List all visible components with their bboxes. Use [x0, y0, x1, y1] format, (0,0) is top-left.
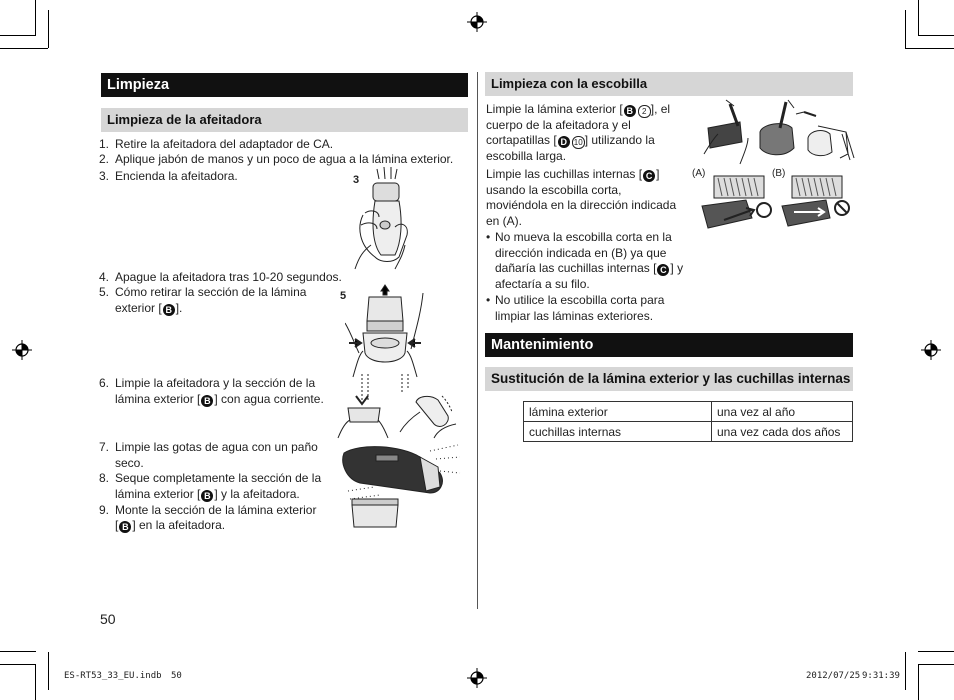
step-text-part: ] y la afeitadora.	[214, 487, 300, 501]
badge-b-icon: B	[201, 490, 213, 502]
step-text-part: ] en la afeitadora.	[132, 518, 226, 532]
crop-mark	[905, 10, 906, 48]
step-text: Apague la afeitadora tras 10-20 segundos.	[115, 270, 342, 284]
bullet-line: No mueva la escobilla corta en la	[495, 230, 672, 244]
section-title-mantenimiento: Mantenimiento	[485, 333, 853, 357]
step-number: 4.	[99, 270, 110, 284]
brush-cleaning-illustration	[700, 98, 855, 168]
column-divider	[477, 72, 478, 609]
step-text: Monte la sección de la lámina exterior	[115, 503, 317, 517]
step-number: 9.	[99, 503, 110, 517]
footer-time: 9:31:39	[862, 671, 900, 681]
step-number: 3.	[99, 169, 110, 183]
crop-mark	[0, 48, 48, 49]
step-number: 8.	[99, 471, 110, 485]
page-number: 50	[100, 611, 116, 627]
subsection-title-sustitucion: Sustitución de la lámina exterior y las cuchillas internas	[485, 367, 853, 391]
text-part: ]	[656, 167, 660, 181]
crop-mark	[35, 664, 36, 700]
footer-file: ES-RT53_33_EU.indb	[64, 671, 162, 681]
rinse-illustration	[334, 372, 459, 440]
badge-b-icon: B	[163, 304, 175, 316]
registration-mark-icon	[467, 12, 487, 32]
bullet-dot: •	[486, 230, 491, 244]
step-text	[115, 518, 225, 534]
bullet-line: No utilice la escobilla corta para	[495, 293, 665, 307]
dry-shaver-illustration	[340, 443, 462, 533]
step-text: Limpie las gotas de agua con un paño	[115, 440, 318, 454]
registration-mark-icon	[467, 668, 487, 688]
badge-b-icon: B	[119, 521, 131, 533]
crop-mark	[905, 652, 906, 690]
table-row	[524, 422, 853, 442]
step-number: 2.	[99, 152, 110, 166]
circled-number-icon: 2	[638, 105, 651, 118]
text-part: cortapatillas [	[486, 133, 557, 147]
step-text-part: lámina exterior [	[115, 487, 201, 501]
step-text-part: ] con agua corriente.	[214, 392, 324, 406]
step-text: Retire la afeitadora del adaptador de CA.	[115, 137, 334, 151]
step-number: 5.	[99, 285, 110, 299]
step-number: 1.	[99, 137, 110, 151]
section-title-limpieza: Limpieza	[101, 73, 468, 97]
brush-paragraph-2-line	[486, 167, 659, 183]
figure-label-b: (B)	[772, 168, 786, 179]
step-text-part: ].	[175, 301, 183, 315]
bullet-line: afectaría a su filo.	[495, 277, 590, 291]
replacement-table	[523, 401, 853, 442]
brush-paragraph-1-line	[486, 102, 670, 118]
step-text: Cómo retirar la sección de la lámina	[115, 285, 307, 299]
registration-mark-icon	[921, 340, 941, 360]
table-cell-frequency: una vez cada dos años	[712, 422, 853, 442]
crop-mark	[0, 35, 36, 36]
badge-c-icon: C	[657, 264, 669, 276]
text-part: Limpie las cuchillas internas [	[486, 167, 643, 181]
step-text: Encienda la afeitadora.	[115, 169, 238, 183]
brush-paragraph-2-line: moviéndola en la dirección indicada	[486, 198, 677, 212]
step-number: 7.	[99, 440, 110, 454]
step-text-part: [	[115, 518, 119, 532]
circled-number-icon: 10	[572, 136, 585, 149]
text-part: dañaría las cuchillas internas [	[495, 261, 657, 275]
figure-number: 3	[353, 174, 360, 186]
step-text: Limpie la afeitadora y la sección de la	[115, 376, 316, 390]
step-number: 6.	[99, 376, 110, 390]
crop-mark	[918, 0, 919, 36]
crop-mark	[35, 0, 36, 36]
table-row	[524, 402, 853, 422]
step-text	[115, 392, 324, 408]
crop-mark	[918, 664, 954, 665]
step-text: Seque completamente la sección de la	[115, 471, 322, 485]
figure-number: 5	[340, 290, 347, 302]
shaver-on-illustration	[335, 165, 415, 270]
footer-page: 50	[171, 671, 182, 681]
footer-date: 2012/07/25	[806, 671, 861, 681]
registration-mark-icon	[12, 340, 32, 360]
badge-b-icon: B	[624, 105, 636, 117]
short-brush-direction-illustration	[700, 170, 860, 232]
crop-mark	[905, 48, 954, 49]
table-cell-frequency: una vez al año	[712, 402, 853, 422]
table-cell-part: lámina exterior	[524, 402, 712, 422]
step-text	[115, 487, 300, 503]
brush-paragraph-1-line	[486, 133, 655, 149]
text-part: ], el	[650, 102, 671, 116]
badge-b-icon: B	[201, 395, 213, 407]
brush-paragraph-1-line: cuerpo de la afeitadora y el	[486, 118, 631, 132]
crop-mark	[918, 651, 954, 652]
step-text	[115, 301, 182, 317]
bullet-line: dirección indicada en (B) ya que	[495, 246, 667, 260]
badge-c-icon: C	[643, 170, 655, 182]
subsection-title-escobilla: Limpieza con la escobilla	[485, 72, 853, 96]
bullet-dot: •	[486, 293, 491, 307]
step-text: seco.	[115, 456, 144, 470]
crop-mark	[918, 664, 919, 700]
brush-paragraph-2-line: usando la escobilla corta,	[486, 183, 622, 197]
table-cell-part: cuchillas internas	[524, 422, 712, 442]
crop-mark	[918, 35, 954, 36]
text-part: ] y	[670, 261, 684, 275]
text-part: Limpie la lámina exterior [	[486, 102, 623, 116]
bullet-line: limpiar las láminas exteriores.	[495, 309, 654, 323]
crop-mark	[0, 651, 36, 652]
remove-foil-illustration	[345, 283, 425, 378]
crop-mark	[48, 10, 49, 48]
figure-label-a: (A)	[692, 168, 706, 179]
brush-paragraph-2-line: en (A).	[486, 214, 523, 228]
crop-mark	[48, 652, 49, 690]
crop-mark	[0, 664, 36, 665]
subsection-title-afeitadora: Limpieza de la afeitadora	[101, 108, 468, 132]
step-text-part: lámina exterior [	[115, 392, 201, 406]
bullet-line	[495, 261, 683, 277]
brush-paragraph-1-line: escobilla larga.	[486, 149, 567, 163]
step-text-part: exterior [	[115, 301, 162, 315]
step-text: Aplique jabón de manos y un poco de agua a la lámina exterior.	[115, 152, 454, 166]
badge-d-icon: D	[558, 136, 570, 148]
text-part: ] utilizando la	[584, 133, 655, 147]
